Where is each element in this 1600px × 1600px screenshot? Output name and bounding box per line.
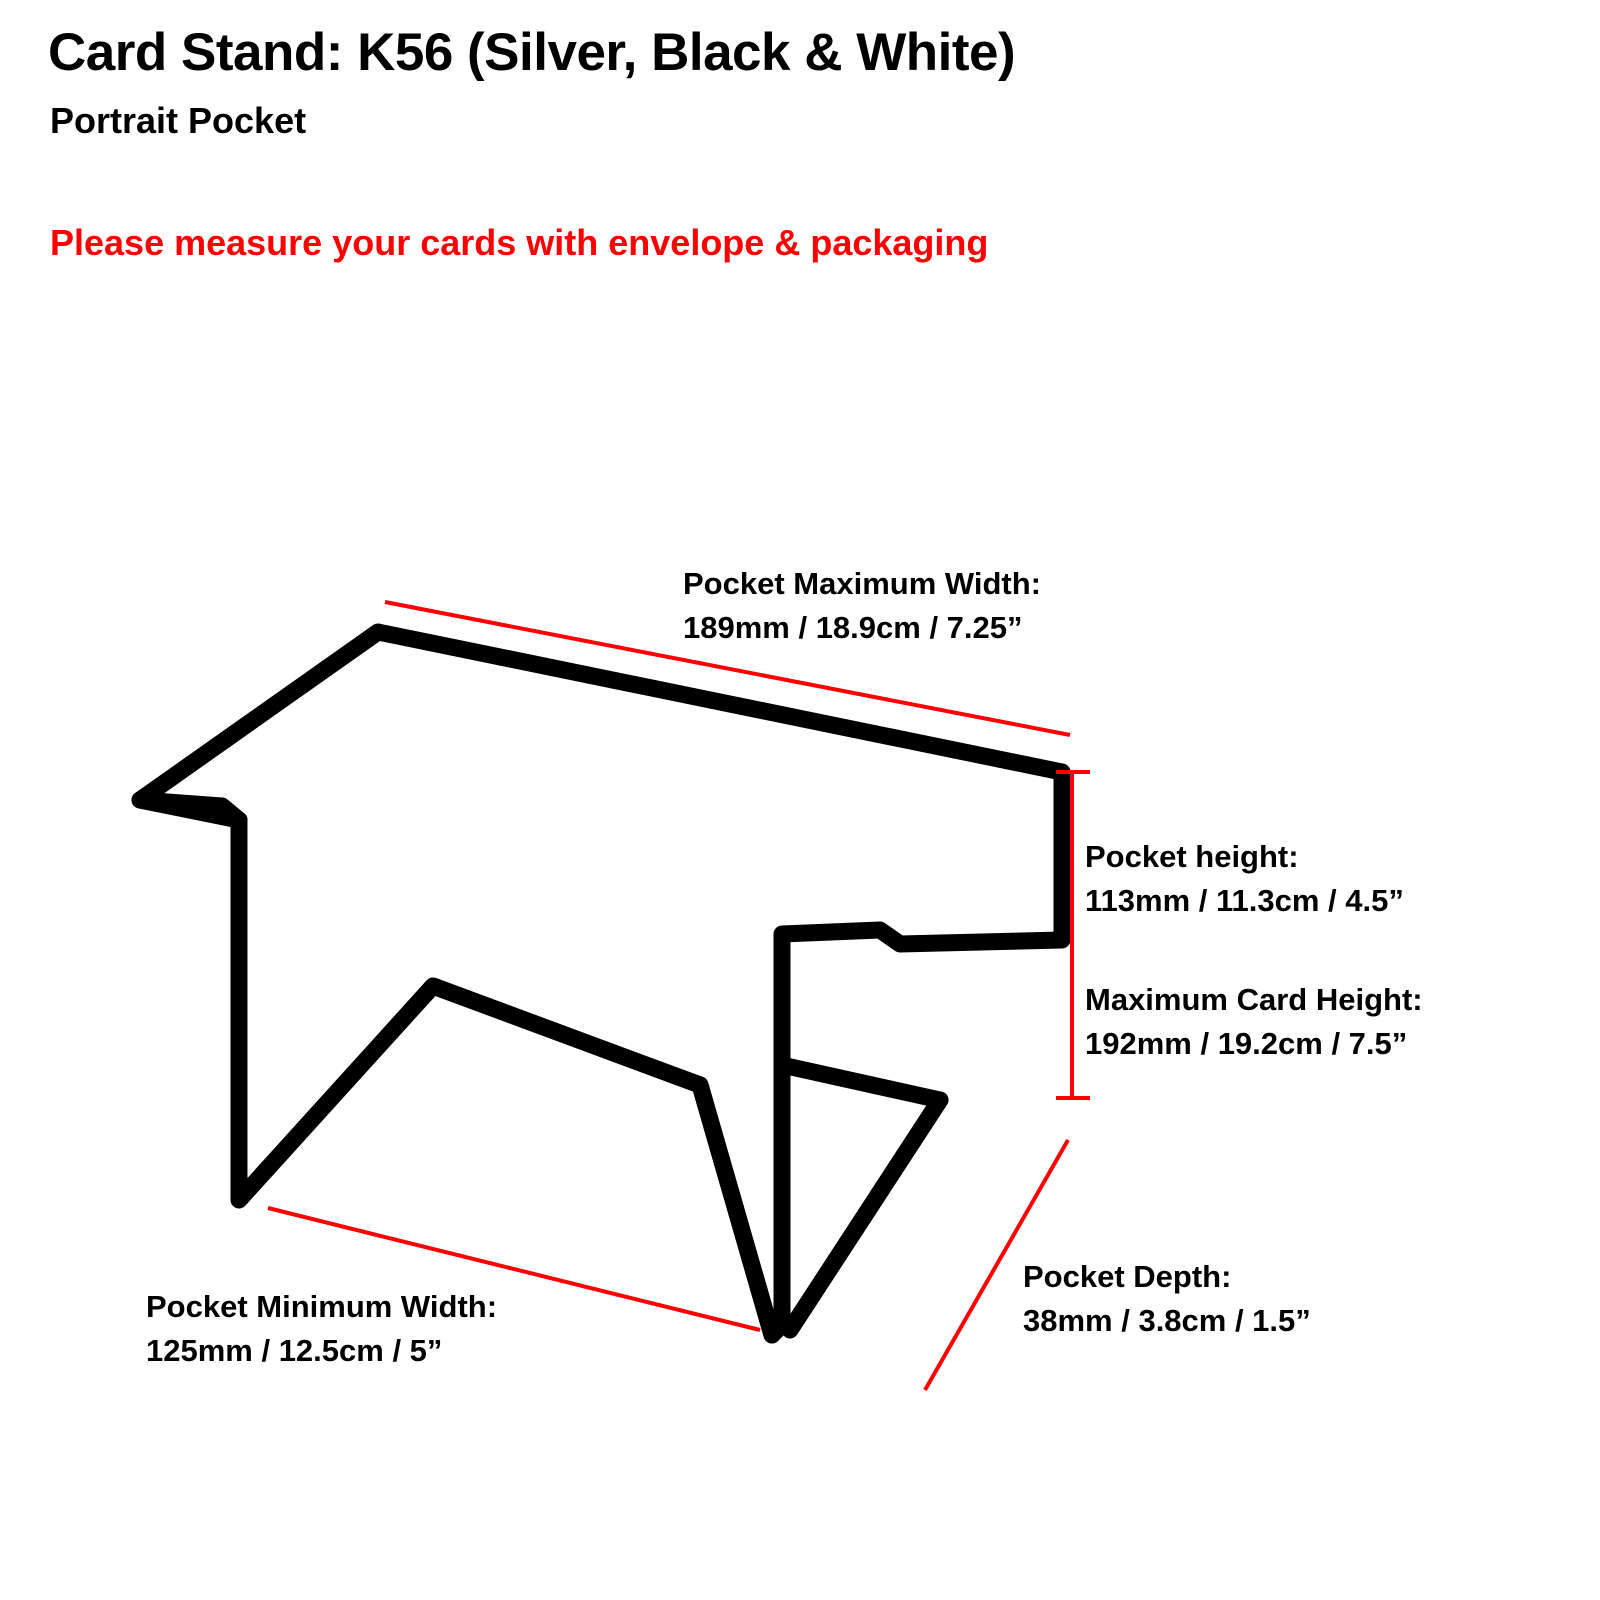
dimension-label-pocket-max-width xyxy=(683,562,1041,650)
dimension-value-text: 192mm / 19.2cm / 7.5” xyxy=(1085,1026,1408,1062)
dimension-value-text: 38mm / 3.8cm / 1.5” xyxy=(1023,1303,1311,1339)
dimension-label-text: Pocket Depth: xyxy=(1023,1259,1232,1294)
stand-outline xyxy=(140,632,1062,1335)
dimension-label-text: Maximum Card Height: xyxy=(1085,982,1423,1017)
dimension-lines xyxy=(268,602,1090,1390)
dimension-value-text: 113mm / 11.3cm / 4.5” xyxy=(1085,883,1404,919)
dimension-label-text: Pocket Maximum Width: xyxy=(683,566,1041,601)
page-title: Card Stand: K56 (Silver, Black & White) xyxy=(48,23,1016,82)
dimension-label-pocket-height xyxy=(1085,835,1404,923)
dimension-value-text: 125mm / 12.5cm / 5” xyxy=(146,1333,443,1369)
dimension-label-pocket-depth xyxy=(1023,1255,1311,1343)
dimension-label-text: Pocket Minimum Width: xyxy=(146,1289,498,1324)
dimension-label-maximum-card-height xyxy=(1085,978,1423,1066)
page-subtitle: Portrait Pocket xyxy=(50,100,307,141)
measure-warning-text: Please measure your cards with envelope & packaging xyxy=(50,222,989,263)
dimension-value-text: 189mm / 18.9cm / 7.25” xyxy=(683,610,1023,646)
dimension-label-pocket-min-width xyxy=(146,1285,497,1373)
dimension-label-text: Pocket height: xyxy=(1085,839,1299,874)
